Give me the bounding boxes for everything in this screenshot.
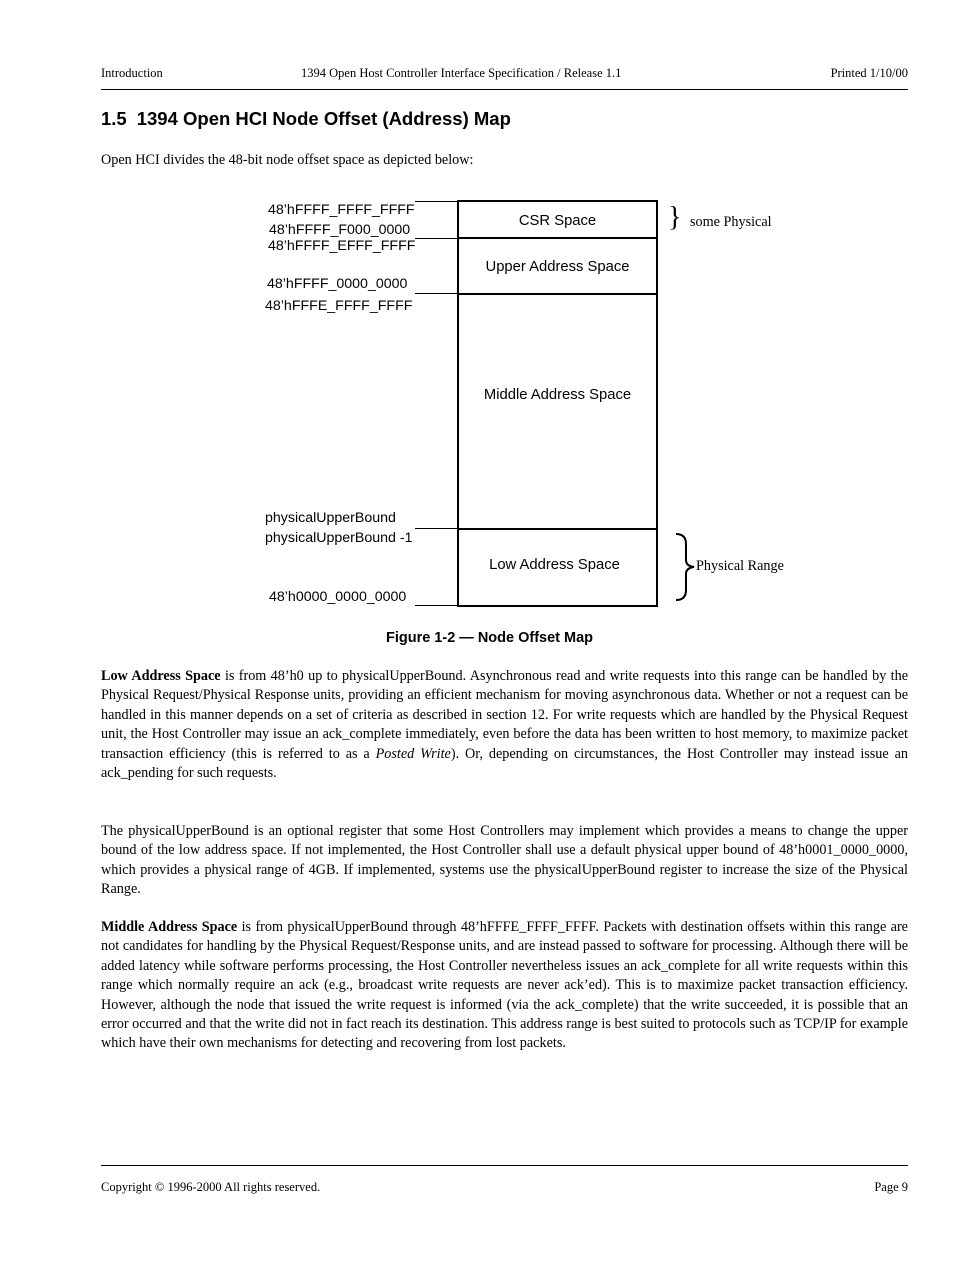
leader-line — [415, 605, 458, 606]
address-label-fffe-ffff-ffff: 48’hFFFE_FFFF_FFFF — [265, 298, 413, 314]
paragraph-text: ). Or, depending on circumstances, the Host Controller may instead issue an ack_pending for such requests. — [101, 745, 908, 782]
paragraph-low-address-space — [101, 667, 908, 783]
middle-address-space-label: Middle Address Space — [483, 387, 632, 403]
term-low-address-space: Low Address Space — [101, 668, 221, 684]
paragraph-text: is from physicalUpperBound through 48’hFFFE_FFFF_FFFF. Packets with destination offsets within this range are not candidates for handling by the Physical Request/Response units, and are instead passed to software for processing. Although there will be added latency while software performs processing, the Host Controller nevertheless issues an ack_complete for all write requests within this range which normally require an ack (e.g., broadcast write requests are never ack’ed). This is to maximize packet transaction efficiency. However, although the node that issued the write request is informed (via the ack_complete) that the write succeeded, it is possible that an error occurred and that the write did not in fact reach its destination. This address range is best suited to protocols such as TCP/IP for example which have their own mechanisms for detecting and recovering from lost packets. — [101, 919, 908, 1052]
leader-line — [415, 238, 458, 239]
header-document-title: 1394 Open Host Controller Interface Specification / Release 1.1 — [301, 66, 622, 80]
section-number: 1.5 — [101, 108, 127, 129]
low-address-space-label: Low Address Space — [489, 557, 620, 573]
some-physical-label: some Physical — [690, 214, 772, 230]
paragraph-middle-address-space — [101, 918, 908, 1054]
header-print-date: Printed 1/10/00 — [830, 66, 908, 80]
section-title: 1394 Open HCI Node Offset (Address) Map — [136, 108, 511, 129]
address-label-ffff-0000-0000: 48’hFFFF_0000_0000 — [267, 276, 408, 292]
leader-line — [415, 201, 458, 202]
term-posted-write: Posted Write — [375, 745, 451, 762]
upper-address-space-label: Upper Address Space — [485, 259, 630, 275]
paragraph-physical-upper-bound: The physicalUpperBound is an optional register that some Host Controllers may implement which provides a means to change the upper bound of the low address space. If not implemented, the Host Controller shall use a default physical upper bound of 48’h0001_0000_0000, which provides a physical range of 4GB. If implemented, systems use the physicalUpperBound register to increase the size of the Physical Range. — [101, 823, 908, 898]
leader-line — [415, 528, 458, 529]
page-number: Page 9 — [874, 1180, 908, 1194]
footer-rule — [101, 1165, 908, 1166]
page-header — [101, 66, 908, 84]
leader-line — [415, 293, 458, 294]
address-label-ffff-efff-ffff: 48’hFFFF_EFFF_FFFF — [268, 238, 416, 254]
address-label-ffff-ffff-ffff: 48’hFFFF_FFFF_FFFF — [268, 202, 415, 218]
middle-address-space-region — [457, 293, 658, 530]
address-label-ffff-f000-0000: 48’hFFFF_F000_0000 — [269, 222, 411, 238]
header-chapter: Introduction — [101, 66, 163, 80]
address-label-physical-upper-bound-minus-one: physicalUpperBound -1 — [265, 530, 413, 546]
section-heading — [101, 108, 511, 130]
paragraph-text: is from 48’h0 up to physicalUpperBound. Asynchronous read and write requests into this range can be handled by the Physical Request/Physical Response units, providing an efficient mechanism for moving asynchronous data. Whether or not a request can be handled in this manner depends on a set of criteria as described in section 12. For write requests which are handled by the Physical Request unit, the Host Controller may issue an ack_complete immediately, even before the data has been written to host memory, to maximize packet transaction efficiency (this is referred to as a — [101, 668, 908, 762]
address-label-physical-upper-bound: physicalUpperBound — [265, 510, 396, 526]
term-middle-address-space: Middle Address Space — [101, 919, 238, 935]
address-label-0000-0000-0000: 48’h0000_0000_0000 — [269, 589, 407, 605]
csr-space-label: CSR Space — [518, 213, 597, 229]
header-rule — [101, 89, 908, 90]
figure-caption: Figure 1-2 — Node Offset Map — [385, 630, 594, 646]
large-brace-icon — [670, 532, 696, 602]
intro-sentence: Open HCI divides the 48-bit node offset space as depicted below: — [101, 152, 474, 168]
copyright-notice: Copyright © 1996-2000 All rights reserved. — [101, 1180, 321, 1194]
brace-icon: } — [668, 202, 682, 233]
physical-range-label: Physical Range — [696, 558, 784, 574]
